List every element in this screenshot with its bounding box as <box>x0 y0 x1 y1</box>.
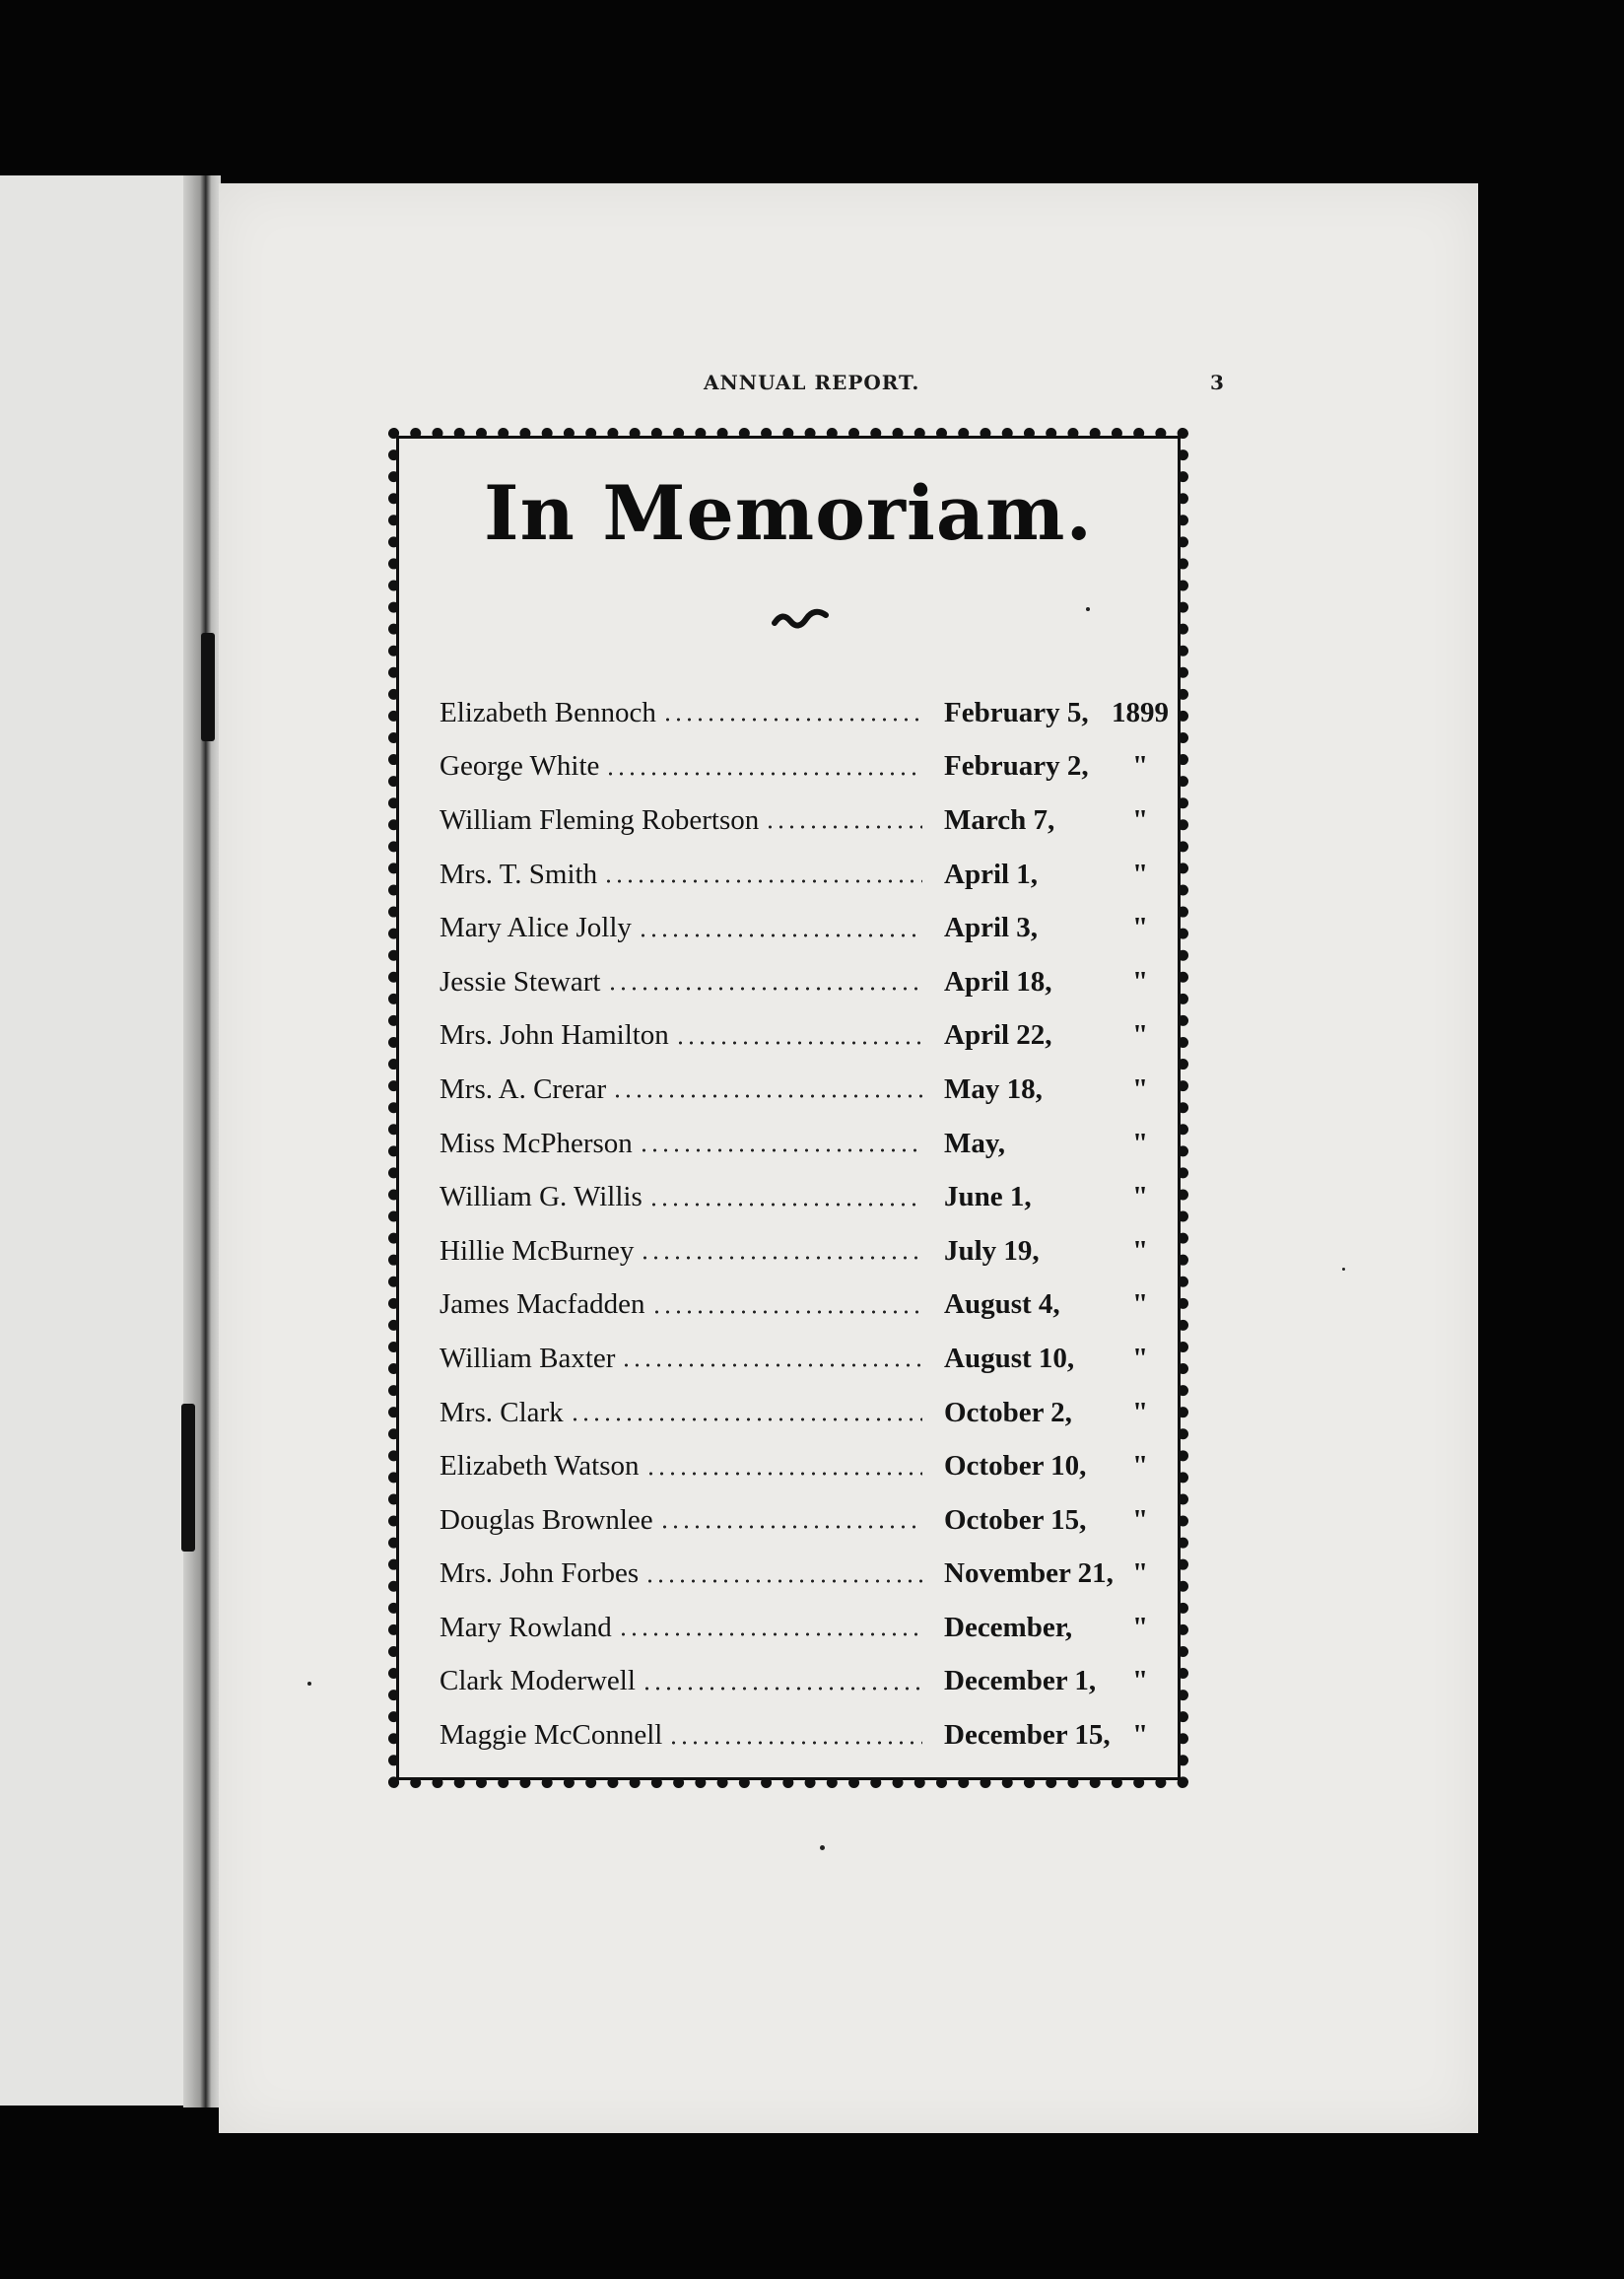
entry-name: James Macfadden <box>440 1288 645 1321</box>
entry-date: October 2, <box>944 1396 1072 1428</box>
dot-leader <box>765 824 922 830</box>
entry-year: " <box>1131 1719 1149 1752</box>
memorial-entry <box>440 901 1169 955</box>
entry-name: Mrs. John Forbes <box>440 1557 640 1590</box>
entry-date: August 10, <box>944 1342 1075 1374</box>
memorial-entry <box>440 1170 1169 1224</box>
entry-date: December 1, <box>944 1665 1097 1697</box>
dot-leader <box>662 717 922 723</box>
memorial-entry <box>440 1655 1169 1709</box>
dot-leader <box>639 1147 922 1153</box>
entry-name: Jessie Stewart <box>440 965 601 998</box>
entry-year: " <box>1131 1019 1149 1052</box>
entry-date: May, <box>944 1127 1006 1159</box>
entry-year: " <box>1131 750 1149 783</box>
report-page <box>219 183 1478 2133</box>
entry-name: Elizabeth Watson <box>440 1450 640 1483</box>
memorial-entry <box>440 1063 1169 1117</box>
memorial-entry <box>440 1439 1169 1493</box>
entry-year: " <box>1131 965 1149 998</box>
entry-date: April 3, <box>944 912 1039 944</box>
page-number: 3 <box>1210 371 1224 394</box>
entry-year: " <box>1131 1503 1149 1536</box>
entry-year: " <box>1131 1127 1149 1159</box>
memorial-entry <box>440 1009 1169 1064</box>
entry-year: " <box>1131 1557 1149 1590</box>
entry-year: " <box>1131 1181 1149 1213</box>
dot-leader <box>651 1309 922 1315</box>
memorial-entry <box>440 955 1169 1009</box>
dot-leader <box>675 1040 922 1046</box>
memorial-entry <box>440 686 1169 740</box>
entry-date: July 19, <box>944 1234 1040 1267</box>
memorial-entry <box>440 1224 1169 1278</box>
scan-speck <box>307 1682 311 1686</box>
dot-leader <box>648 1202 922 1208</box>
dot-leader <box>603 878 922 884</box>
entry-date: October 10, <box>944 1450 1087 1483</box>
scan-speck <box>820 1845 825 1850</box>
binding-mark <box>201 633 215 741</box>
entry-date: May 18, <box>944 1072 1043 1105</box>
tilde-ornament-icon <box>771 607 830 631</box>
dot-leader <box>605 771 922 777</box>
entry-date: March 7, <box>944 803 1055 836</box>
memorial-list <box>440 686 1169 1762</box>
entry-name: Mrs. John Hamilton <box>440 1019 669 1052</box>
entry-year: " <box>1131 803 1149 836</box>
entry-year: " <box>1131 912 1149 944</box>
binding-mark <box>181 1404 195 1552</box>
entry-name: Mrs. T. Smith <box>440 858 598 890</box>
entry-name: George White <box>440 750 600 783</box>
entry-year: " <box>1131 858 1149 890</box>
dot-leader <box>618 1631 922 1637</box>
entry-name: William Baxter <box>440 1342 616 1374</box>
scan-speck <box>1342 1268 1345 1271</box>
entry-date: February 5, <box>944 696 1089 728</box>
previous-page-edge <box>0 175 186 2106</box>
entry-year: " <box>1131 1288 1149 1321</box>
entry-name: Maggie McConnell <box>440 1719 663 1752</box>
entry-name: Mary Rowland <box>440 1611 612 1643</box>
entry-name: Elizabeth Bennoch <box>440 696 656 728</box>
memorial-entry <box>440 848 1169 902</box>
entry-year: " <box>1131 1072 1149 1105</box>
entry-name: Douglas Brownlee <box>440 1503 653 1536</box>
entry-date: August 4, <box>944 1288 1060 1321</box>
entry-year: " <box>1131 1611 1149 1643</box>
entry-date: June 1, <box>944 1181 1032 1213</box>
memorial-entry <box>440 1708 1169 1762</box>
memorial-entry <box>440 1548 1169 1602</box>
dot-leader <box>621 1362 922 1368</box>
entry-year: " <box>1131 1665 1149 1697</box>
scan-speck <box>1086 607 1090 611</box>
entry-year: " <box>1131 1234 1149 1267</box>
entry-name: William G. Willis <box>440 1181 643 1213</box>
entry-year: " <box>1131 1342 1149 1374</box>
dot-leader <box>640 1255 922 1261</box>
memorial-title: In Memoriam. <box>484 469 1093 557</box>
entry-date: April 22, <box>944 1019 1052 1052</box>
entry-date: November 21, <box>944 1557 1114 1590</box>
memorial-entry <box>440 1386 1169 1440</box>
dot-leader <box>668 1740 922 1746</box>
entry-name: Mary Alice Jolly <box>440 912 632 944</box>
running-head: ANNUAL REPORT. <box>704 371 920 394</box>
entry-year: " <box>1131 1450 1149 1483</box>
dot-leader <box>644 1578 922 1584</box>
dot-leader <box>659 1524 922 1530</box>
memorial-entry <box>440 1278 1169 1333</box>
entry-name: Mrs. A. Crerar <box>440 1072 607 1105</box>
entry-name: Hillie McBurney <box>440 1234 635 1267</box>
dot-leader <box>638 932 922 938</box>
entry-date: April 18, <box>944 965 1052 998</box>
entry-year: 1899 <box>1112 696 1169 728</box>
entry-name: Miss McPherson <box>440 1127 633 1159</box>
memorial-entry <box>440 1601 1169 1655</box>
memorial-entry <box>440 1332 1169 1386</box>
dot-leader <box>612 1093 922 1099</box>
entry-year: " <box>1131 1396 1149 1428</box>
memorial-entry <box>440 1493 1169 1548</box>
dot-leader <box>645 1471 923 1477</box>
memorial-entry <box>440 1117 1169 1171</box>
book-spine <box>183 175 221 2107</box>
entry-date: February 2, <box>944 750 1089 783</box>
entry-name: Clark Moderwell <box>440 1665 636 1697</box>
entry-date: October 15, <box>944 1503 1087 1536</box>
entry-date: December, <box>944 1611 1073 1643</box>
entry-name: Mrs. Clark <box>440 1396 564 1428</box>
memorial-entry <box>440 794 1169 848</box>
dot-leader <box>642 1686 922 1692</box>
entry-date: April 1, <box>944 858 1039 890</box>
memorial-entry <box>440 740 1169 794</box>
entry-name: William Fleming Robertson <box>440 803 760 836</box>
dot-leader <box>607 986 923 992</box>
entry-date: December 15, <box>944 1719 1111 1752</box>
dot-leader <box>570 1416 922 1422</box>
